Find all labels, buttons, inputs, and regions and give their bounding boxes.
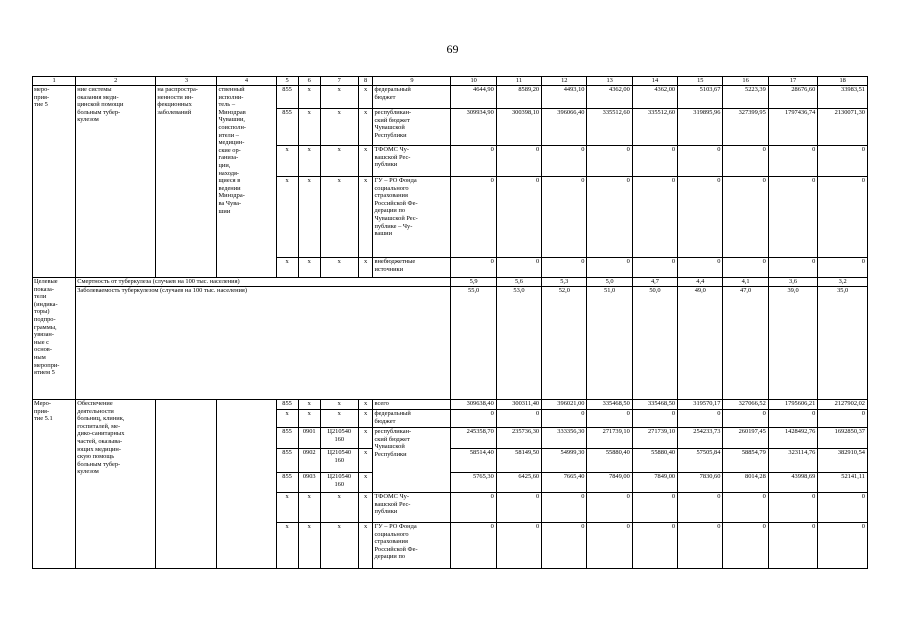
value-cell: 4,7 bbox=[632, 278, 677, 287]
value-cell: 0 bbox=[678, 410, 723, 428]
value-cell: 245358,70 bbox=[451, 428, 496, 449]
funding-source-cell: федеральный бюджет bbox=[373, 86, 451, 109]
table-cell: x bbox=[358, 410, 373, 428]
table-cell: x bbox=[358, 449, 373, 473]
value-cell: 0 bbox=[818, 258, 868, 278]
column-header: 3 bbox=[156, 77, 217, 86]
value-cell: 35,0 bbox=[818, 287, 868, 400]
table-cell: 855 bbox=[276, 449, 298, 473]
program-table bbox=[32, 76, 868, 569]
value-cell: 0 bbox=[723, 523, 768, 569]
funding-source-cell: ТФОМС Чу- вашской Рес- публики bbox=[373, 146, 451, 177]
value-cell: 382910,54 bbox=[818, 449, 868, 473]
column-header: 1 bbox=[33, 77, 76, 86]
table-cell: x bbox=[320, 410, 358, 428]
table-cell: x bbox=[298, 400, 320, 410]
column-header: 16 bbox=[723, 77, 768, 86]
value-cell: 396066,40 bbox=[542, 109, 587, 146]
value-cell: 4644,90 bbox=[451, 86, 496, 109]
table-cell: 855 bbox=[276, 86, 298, 109]
value-cell: 5765,30 bbox=[451, 473, 496, 493]
value-cell: 0 bbox=[451, 146, 496, 177]
funding-source-cell: всего bbox=[373, 400, 451, 410]
table-cell bbox=[217, 400, 276, 569]
value-cell: 0 bbox=[818, 493, 868, 523]
value-cell: 0 bbox=[768, 523, 818, 569]
value-cell: 0 bbox=[632, 258, 677, 278]
value-cell: 2127902,02 bbox=[818, 400, 868, 410]
value-cell: 0 bbox=[632, 146, 677, 177]
target-row bbox=[33, 287, 868, 400]
value-cell: 0 bbox=[632, 493, 677, 523]
value-cell: 0 bbox=[632, 177, 677, 258]
value-cell: 4,4 bbox=[678, 278, 723, 287]
value-cell: 47,0 bbox=[723, 287, 768, 400]
value-cell: 0 bbox=[587, 523, 632, 569]
value-cell: 52141,11 bbox=[818, 473, 868, 493]
value-cell: 54999,30 bbox=[542, 449, 587, 473]
table-cell: x bbox=[320, 109, 358, 146]
table-cell: x bbox=[320, 258, 358, 278]
value-cell: 0 bbox=[451, 410, 496, 428]
funding-source-cell: республикан- ский бюджет Чувашской Республики bbox=[373, 428, 451, 493]
header-row bbox=[33, 77, 868, 86]
value-cell: 0 bbox=[723, 146, 768, 177]
value-cell: 0 bbox=[542, 177, 587, 258]
value-cell: 55880,40 bbox=[587, 449, 632, 473]
value-cell: 260197,45 bbox=[723, 428, 768, 449]
value-cell: 0 bbox=[768, 410, 818, 428]
value-cell: 55880,40 bbox=[632, 449, 677, 473]
table-cell: 855 bbox=[276, 473, 298, 493]
column-header: 10 bbox=[451, 77, 496, 86]
table-cell: 855 bbox=[276, 428, 298, 449]
column-header: 11 bbox=[496, 77, 541, 86]
value-cell: 0 bbox=[496, 146, 541, 177]
column-header: 9 bbox=[373, 77, 451, 86]
funding-source-cell: ГУ – РО Фонда социального страхования Российской Фе- дерации по Чувашской Рес- публике – Чу- вашии bbox=[373, 177, 451, 258]
value-cell: 5,0 bbox=[587, 278, 632, 287]
value-cell: 1795606,21 bbox=[768, 400, 818, 410]
value-cell: 0 bbox=[678, 493, 723, 523]
column-header: 6 bbox=[298, 77, 320, 86]
value-cell: 7849,00 bbox=[587, 473, 632, 493]
value-cell: 1692850,37 bbox=[818, 428, 868, 449]
value-cell: 0 bbox=[587, 258, 632, 278]
table-cell: x bbox=[358, 146, 373, 177]
table-cell: x bbox=[276, 258, 298, 278]
value-cell: 0 bbox=[678, 177, 723, 258]
funding-source-cell: федеральный бюджет bbox=[373, 410, 451, 428]
measure-number-cell: Меро- прия- тие 5.1 bbox=[33, 400, 76, 569]
value-cell: 0 bbox=[496, 493, 541, 523]
value-cell: 0 bbox=[818, 146, 868, 177]
funding-source-cell: ТФОМС Чу- вашской Рес- публики bbox=[373, 493, 451, 523]
value-cell: 58514,40 bbox=[451, 449, 496, 473]
column-header: 4 bbox=[217, 77, 276, 86]
value-cell: 335468,50 bbox=[587, 400, 632, 410]
indicator-cell: на распростра- ненности ин- фекционных заболеваний bbox=[156, 86, 217, 278]
value-cell: 5,3 bbox=[542, 278, 587, 287]
value-cell: 0 bbox=[451, 523, 496, 569]
value-cell: 3,2 bbox=[818, 278, 868, 287]
measure-name-cell: ние системы оказания меди- цинской помощи больным тубер- кулезом bbox=[76, 86, 156, 278]
column-header: 18 bbox=[818, 77, 868, 86]
table-cell: Ц210540 160 bbox=[320, 449, 358, 473]
table-cell: 0903 bbox=[298, 473, 320, 493]
value-cell: 0 bbox=[542, 493, 587, 523]
value-cell: 1428492,76 bbox=[768, 428, 818, 449]
column-header: 13 bbox=[587, 77, 632, 86]
executor-cell: ственный исполни- тель – Минздрав Чувашии, соисполн- ители – медицин- ские ор- ганиза- ции, находя- щиеся в ведении Минздра- ва Чува- шии bbox=[217, 86, 276, 278]
value-cell: 327066,52 bbox=[723, 400, 768, 410]
table-cell: 0901 bbox=[298, 428, 320, 449]
value-cell: 8589,20 bbox=[496, 86, 541, 109]
table-cell: 855 bbox=[276, 109, 298, 146]
table-cell bbox=[156, 400, 217, 569]
value-cell: 271739,10 bbox=[632, 428, 677, 449]
table-cell: x bbox=[276, 523, 298, 569]
value-cell: 0 bbox=[768, 258, 818, 278]
value-cell: 335468,50 bbox=[632, 400, 677, 410]
value-cell: 7665,40 bbox=[542, 473, 587, 493]
targets-label-cell: Целевые показа- тели (индика- торы) подпро- граммы, увязан- ные с основ- ным меропри- ятием 5 bbox=[33, 278, 76, 400]
column-header: 2 bbox=[76, 77, 156, 86]
table-cell: x bbox=[320, 493, 358, 523]
table-cell: x bbox=[276, 493, 298, 523]
target-indicator-cell: Заболеваемость туберкулезом (случаев на 100 тыс. населения) bbox=[76, 287, 451, 400]
value-cell: 53,0 bbox=[496, 287, 541, 400]
value-cell: 0 bbox=[496, 177, 541, 258]
value-cell: 4362,00 bbox=[632, 86, 677, 109]
value-cell: 0 bbox=[542, 523, 587, 569]
table-cell: x bbox=[320, 177, 358, 258]
table-cell: x bbox=[320, 86, 358, 109]
column-header: 17 bbox=[768, 77, 818, 86]
target-indicator-cell: Смертность от туберкулеза (случаев на 100 тыс. населения) bbox=[76, 278, 451, 287]
value-cell: 0 bbox=[542, 410, 587, 428]
value-cell: 28676,60 bbox=[768, 86, 818, 109]
table-cell: x bbox=[358, 523, 373, 569]
value-cell: 335512,60 bbox=[587, 109, 632, 146]
value-cell: 335512,60 bbox=[632, 109, 677, 146]
value-cell: 254233,73 bbox=[678, 428, 723, 449]
table-cell: 0902 bbox=[298, 449, 320, 473]
value-cell: 0 bbox=[587, 146, 632, 177]
value-cell: 0 bbox=[496, 258, 541, 278]
value-cell: 271739,10 bbox=[587, 428, 632, 449]
value-cell: 319895,96 bbox=[678, 109, 723, 146]
table-cell: x bbox=[320, 400, 358, 410]
value-cell: 5103,67 bbox=[678, 86, 723, 109]
value-cell: 0 bbox=[587, 177, 632, 258]
value-cell: 0 bbox=[723, 258, 768, 278]
value-cell: 51,0 bbox=[587, 287, 632, 400]
measure-number-cell: меро- прия- тие 5 bbox=[33, 86, 76, 278]
column-header: 15 bbox=[678, 77, 723, 86]
table-cell: x bbox=[320, 523, 358, 569]
column-header: 14 bbox=[632, 77, 677, 86]
target-row bbox=[33, 278, 868, 287]
value-cell: 0 bbox=[768, 177, 818, 258]
value-cell: 50,0 bbox=[632, 287, 677, 400]
value-cell: 0 bbox=[723, 177, 768, 258]
table-cell: x bbox=[358, 400, 373, 410]
value-cell: 33983,51 bbox=[818, 86, 868, 109]
value-cell: 55,0 bbox=[451, 287, 496, 400]
value-cell: 309638,40 bbox=[451, 400, 496, 410]
value-cell: 0 bbox=[678, 146, 723, 177]
value-cell: 0 bbox=[632, 523, 677, 569]
value-cell: 0 bbox=[723, 493, 768, 523]
value-cell: 39,0 bbox=[768, 287, 818, 400]
value-cell: 1797436,74 bbox=[768, 109, 818, 146]
funding-source-cell: ГУ – РО Фонда социального страхования Российской Фе- дерации по bbox=[373, 523, 451, 569]
value-cell: 0 bbox=[451, 258, 496, 278]
value-cell: 6425,60 bbox=[496, 473, 541, 493]
value-cell: 5,6 bbox=[496, 278, 541, 287]
column-header: 8 bbox=[358, 77, 373, 86]
table-cell: x bbox=[298, 258, 320, 278]
measure-name-cell: Обеспечение деятельности больниц, клиник, госпиталей, ме- дико-санитарных частей, оказыва- ющих медицин- скую помощь больным тубер- кулезом bbox=[76, 400, 156, 569]
table-row bbox=[33, 400, 868, 410]
value-cell: 0 bbox=[678, 258, 723, 278]
value-cell: 0 bbox=[768, 146, 818, 177]
table-cell: Ц210540 160 bbox=[320, 473, 358, 493]
value-cell: 300398,10 bbox=[496, 109, 541, 146]
value-cell: 327399,95 bbox=[723, 109, 768, 146]
table-cell: x bbox=[358, 177, 373, 258]
value-cell: 0 bbox=[542, 258, 587, 278]
value-cell: 0 bbox=[496, 523, 541, 569]
value-cell: 0 bbox=[678, 523, 723, 569]
value-cell: 52,0 bbox=[542, 287, 587, 400]
value-cell: 333356,30 bbox=[542, 428, 587, 449]
value-cell: 49,0 bbox=[678, 287, 723, 400]
value-cell: 0 bbox=[542, 146, 587, 177]
value-cell: 0 bbox=[451, 493, 496, 523]
value-cell: 0 bbox=[451, 177, 496, 258]
value-cell: 58149,50 bbox=[496, 449, 541, 473]
value-cell: 235736,30 bbox=[496, 428, 541, 449]
table-cell: x bbox=[276, 410, 298, 428]
funding-source-cell: республикан- ский бюджет Чувашской Республики bbox=[373, 109, 451, 146]
table-cell: 855 bbox=[276, 400, 298, 410]
table-body bbox=[33, 77, 868, 569]
value-cell: 2130071,30 bbox=[818, 109, 868, 146]
table-cell: x bbox=[276, 177, 298, 258]
column-header: 5 bbox=[276, 77, 298, 86]
value-cell: 4493,10 bbox=[542, 86, 587, 109]
table-cell: Ц210540 160 bbox=[320, 428, 358, 449]
value-cell: 0 bbox=[818, 177, 868, 258]
value-cell: 0 bbox=[587, 493, 632, 523]
value-cell: 309934,90 bbox=[451, 109, 496, 146]
table-cell: x bbox=[298, 523, 320, 569]
value-cell: 0 bbox=[723, 410, 768, 428]
value-cell: 5,9 bbox=[451, 278, 496, 287]
table-cell: x bbox=[276, 146, 298, 177]
table-cell: x bbox=[320, 146, 358, 177]
table-cell: x bbox=[298, 109, 320, 146]
value-cell: 57505,84 bbox=[678, 449, 723, 473]
value-cell: 7830,60 bbox=[678, 473, 723, 493]
column-header: 7 bbox=[320, 77, 358, 86]
table-cell: x bbox=[298, 177, 320, 258]
value-cell: 319570,17 bbox=[678, 400, 723, 410]
value-cell: 7849,00 bbox=[632, 473, 677, 493]
value-cell: 58854,79 bbox=[723, 449, 768, 473]
table-row bbox=[33, 86, 868, 109]
table-cell: x bbox=[358, 258, 373, 278]
value-cell: 396021,00 bbox=[542, 400, 587, 410]
value-cell: 8014,28 bbox=[723, 473, 768, 493]
value-cell: 4,1 bbox=[723, 278, 768, 287]
value-cell: 300311,40 bbox=[496, 400, 541, 410]
value-cell: 0 bbox=[818, 410, 868, 428]
table-cell: x bbox=[298, 493, 320, 523]
table-cell: x bbox=[358, 473, 373, 493]
value-cell: 0 bbox=[632, 410, 677, 428]
table-cell: x bbox=[298, 146, 320, 177]
table-cell: x bbox=[358, 109, 373, 146]
table-cell: x bbox=[358, 86, 373, 109]
funding-source-cell: внебюджетные источники bbox=[373, 258, 451, 278]
column-header: 12 bbox=[542, 77, 587, 86]
value-cell: 4362,00 bbox=[587, 86, 632, 109]
value-cell: 3,6 bbox=[768, 278, 818, 287]
value-cell: 5223,39 bbox=[723, 86, 768, 109]
table-cell: x bbox=[298, 410, 320, 428]
value-cell: 0 bbox=[768, 493, 818, 523]
table-cell: x bbox=[358, 493, 373, 523]
table-cell: x bbox=[298, 86, 320, 109]
table-cell: x bbox=[358, 428, 373, 449]
value-cell: 323114,76 bbox=[768, 449, 818, 473]
value-cell: 0 bbox=[818, 523, 868, 569]
value-cell: 0 bbox=[496, 410, 541, 428]
page-number: 69 bbox=[446, 42, 459, 56]
value-cell: 0 bbox=[587, 410, 632, 428]
value-cell: 43998,69 bbox=[768, 473, 818, 493]
